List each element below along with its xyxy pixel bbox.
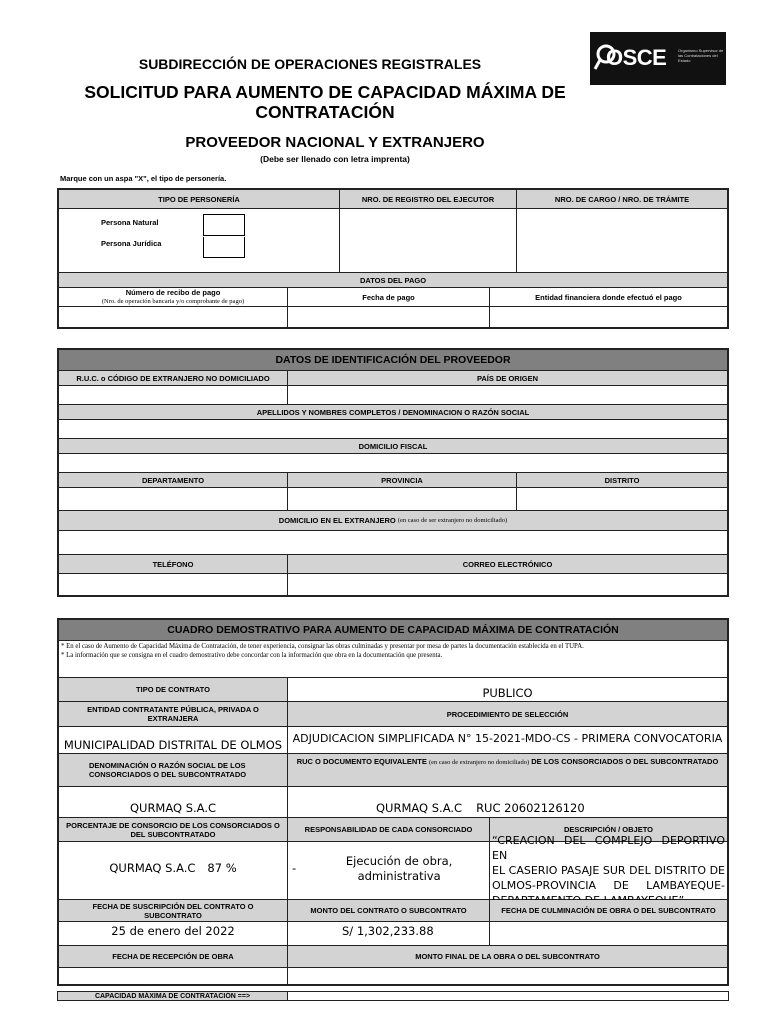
fill-instruction: (Debe ser llenado con letra imprenta) <box>260 154 410 164</box>
page-title: SOLICITUD PARA AUMENTO DE CAPACIDAD MÁXIMA DE CONTRATACIÓN <box>84 82 566 122</box>
tipo-personeria-header: TIPO DE PERSONERÍA <box>59 190 340 209</box>
monto-final-header: MONTO FINAL DE LA OBRA O DEL SUBCONTRATO <box>288 946 727 968</box>
responsabilidad-bullet: - <box>292 861 297 875</box>
ruc-company-name: QURMAQ S.A.C <box>376 800 463 815</box>
ruc-consorciados-label: RUC O DOCUMENTO EQUIVALENTE (en caso de extranjero no domiciliado) DE LOS CONSORCIADOS O DEL SUBCONTRATADO <box>296 757 719 766</box>
ruc-consorciados-value[interactable] <box>288 787 727 818</box>
persona-juridica-label: Persona Jurídica <box>101 239 162 248</box>
tipo-contrato-value[interactable]: PUBLICO <box>288 678 727 702</box>
osce-logo <box>590 32 726 85</box>
ruc-number: RUC 20602126120 <box>476 800 585 815</box>
monto-final-field[interactable] <box>288 968 727 984</box>
capacidad-maxima-label: CAPACIDAD MÁXIMA DE CONTRATACIÓN ==> <box>58 992 288 1000</box>
logo-caption: Organismo Supervisor de las Contrataciones del Estado <box>678 48 724 63</box>
ruc-header: R.U.C. o CÓDIGO DE EXTRANJERO NO DOMICILIADO <box>59 371 288 386</box>
distrito-header: DISTRITO <box>517 473 727 488</box>
persona-juridica-checkbox[interactable] <box>203 237 245 258</box>
entidad-contratante-header: ENTIDAD CONTRATANTE PÚBLICA, PRIVADA O EXTRANJERA <box>59 702 288 727</box>
porcentaje-number: 87 % <box>207 861 237 875</box>
descripcion-header: DESCRIPCIÓN / OBJETO <box>490 818 727 842</box>
descripcion-line: EL CASERIO PASAJE SUR DEL DISTRITO DE <box>492 864 725 877</box>
fecha-culminacion-field[interactable] <box>490 922 727 946</box>
fecha-recepcion-header: FECHA DE RECEPCIÓN DE OBRA <box>59 946 288 968</box>
domicilio-extranjero-header <box>59 511 727 531</box>
denominacion-value[interactable]: QURMAQ S.A.C <box>59 787 288 818</box>
descripcion-value[interactable] <box>490 834 727 900</box>
descripcion-line: OLMOS-PROVINCIA DE LAMBAYEQUE- <box>492 879 725 892</box>
proveedor-table <box>57 348 729 597</box>
nro-cargo-field[interactable] <box>517 209 727 273</box>
logo-text: OSCE <box>606 45 667 70</box>
capacidad-maxima-field[interactable] <box>288 992 728 1000</box>
nro-registro-header: NRO. DE REGISTRO DEL EJECUTOR <box>340 190 517 209</box>
tipo-contrato-header: TIPO DE CONTRATO <box>59 678 288 702</box>
porcentaje-header: PORCENTAJE DE CONSORCIO DE LOS CONSORCIADOS O DEL SUBCONTRATADO <box>59 818 288 842</box>
page-subtitle: PROVEEDOR NACIONAL Y EXTRANJERO <box>185 134 485 151</box>
responsabilidad-text: Ejecución de obra, administrativa <box>345 853 453 883</box>
departamento-header: DEPARTAMENTO <box>59 473 288 488</box>
entidad-financiera-field[interactable] <box>490 307 727 327</box>
provincia-header: PROVINCIA <box>288 473 517 488</box>
distrito-field[interactable] <box>517 488 727 511</box>
personeria-note: Marque con un aspa "X", el tipo de personería. <box>60 174 227 183</box>
descripcion-line: “CREACION DEL COMPLEJO DEPORTIVO EN <box>492 834 725 862</box>
apellidos-header: APELLIDOS Y NOMBRES COMPLETOS / DENOMINACION O RAZÓN SOCIAL <box>59 405 727 420</box>
apellidos-field[interactable] <box>59 420 727 439</box>
monto-contrato-value[interactable]: S/ 1,302,233.88 <box>288 922 490 946</box>
cuadro-notes <box>59 641 727 678</box>
fecha-pago-field[interactable] <box>288 307 490 327</box>
capacidad-maxima-row <box>57 991 729 1001</box>
responsabilidad-header: RESPONSABILIDAD DE CADA CONSORCIADO <box>288 818 490 842</box>
telefono-field[interactable] <box>59 574 288 595</box>
provincia-field[interactable] <box>288 488 517 511</box>
domicilio-extranjero-sublabel: (en caso de ser extranjero no domiciliado) <box>397 517 508 524</box>
numero-recibo-label: Número de recibo de pago <box>125 288 221 297</box>
fecha-pago-header: Fecha de pago <box>288 288 490 307</box>
pais-header: PAÍS DE ORIGEN <box>288 371 727 386</box>
persona-natural-label: Persona Natural <box>101 218 159 227</box>
numero-recibo-header <box>59 288 288 307</box>
telefono-header: TELÉFONO <box>59 555 288 574</box>
nro-registro-field[interactable] <box>340 209 517 273</box>
correo-field[interactable] <box>288 574 727 595</box>
personeria-table <box>57 188 729 329</box>
nro-cargo-header: NRO. DE CARGO / NRO. DE TRÁMITE <box>517 190 727 209</box>
cuadro-section-title: CUADRO DEMOSTRATIVO PARA AUMENTO DE CAPACIDAD MÁXIMA DE CONTRATACIÓN <box>59 620 727 641</box>
cuadro-demostrativo-table <box>57 618 729 986</box>
cuadro-note-2: * La información que se consigna en el cuadro demostrativo debe concordar con la información que obra en la documentación que presenta. <box>61 651 443 659</box>
entidad-financiera-header: Entidad financiera donde efectuó el pago <box>490 288 727 307</box>
domicilio-extranjero-field[interactable] <box>59 531 727 555</box>
porcentaje-value[interactable] <box>59 842 288 900</box>
correo-header: CORREO ELECTRÓNICO <box>288 555 727 574</box>
cuadro-note-1: * En el caso de Aumento de Capacidad Máxima de Contratación, de tener experiencia, consignar las obras culminadas y presentar por mesa de partes la documentación establecida en el TUPA. <box>61 643 584 650</box>
proveedor-section-title: DATOS DE IDENTIFICACIÓN DEL PROVEEDOR <box>59 350 727 371</box>
pais-field[interactable] <box>288 386 727 405</box>
procedimiento-value[interactable]: ADJUDICACION SIMPLIFICADA N° 15-2021-MDO-CS - PRIMERA CONVOCATORIA <box>288 727 727 754</box>
ruc-consorciados-header <box>288 754 727 787</box>
numero-recibo-sublabel: (Nro. de operación bancaria y/o comprobante de pago) <box>101 298 245 305</box>
subdireccion-heading: SUBDIRECCIÓN DE OPERACIONES REGISTRALES <box>138 56 482 72</box>
domicilio-fiscal-header: DOMICILIO FISCAL <box>59 439 727 454</box>
denominacion-header: DENOMINACIÓN O RAZÓN SOCIAL DE LOS CONSORCIADOS O DEL SUBCONTRATADO <box>59 754 288 787</box>
persona-natural-checkbox[interactable] <box>203 214 245 236</box>
entidad-contratante-value[interactable]: MUNICIPALIDAD DISTRITAL DE OLMOS <box>59 727 288 754</box>
monto-contrato-header: MONTO DEL CONTRATO O SUBCONTRATO <box>288 900 490 922</box>
responsabilidad-value[interactable] <box>288 842 490 900</box>
ruc-field[interactable] <box>59 386 288 405</box>
numero-recibo-field[interactable] <box>59 307 288 327</box>
domicilio-fiscal-field[interactable] <box>59 454 727 473</box>
procedimiento-header: PROCEDIMIENTO DE SELECCIÓN <box>288 702 727 727</box>
fecha-suscripcion-value[interactable]: 25 de enero del 2022 <box>59 922 288 946</box>
porcentaje-company: QURMAQ S.A.C <box>109 861 196 875</box>
domicilio-extranjero-label: DOMICILIO EN EL EXTRANJERO <box>278 516 396 525</box>
fecha-recepcion-field[interactable] <box>59 968 288 984</box>
datos-pago-header: DATOS DEL PAGO <box>59 273 727 288</box>
fecha-culminacion-header: FECHA DE CULMINACIÓN DE OBRA O DEL SUBCONTRATO <box>490 900 727 922</box>
departamento-field[interactable] <box>59 488 288 511</box>
fecha-suscripcion-header: FECHA DE SUSCRIPCIÓN DEL CONTRATO O SUBCONTRATO <box>59 900 288 922</box>
